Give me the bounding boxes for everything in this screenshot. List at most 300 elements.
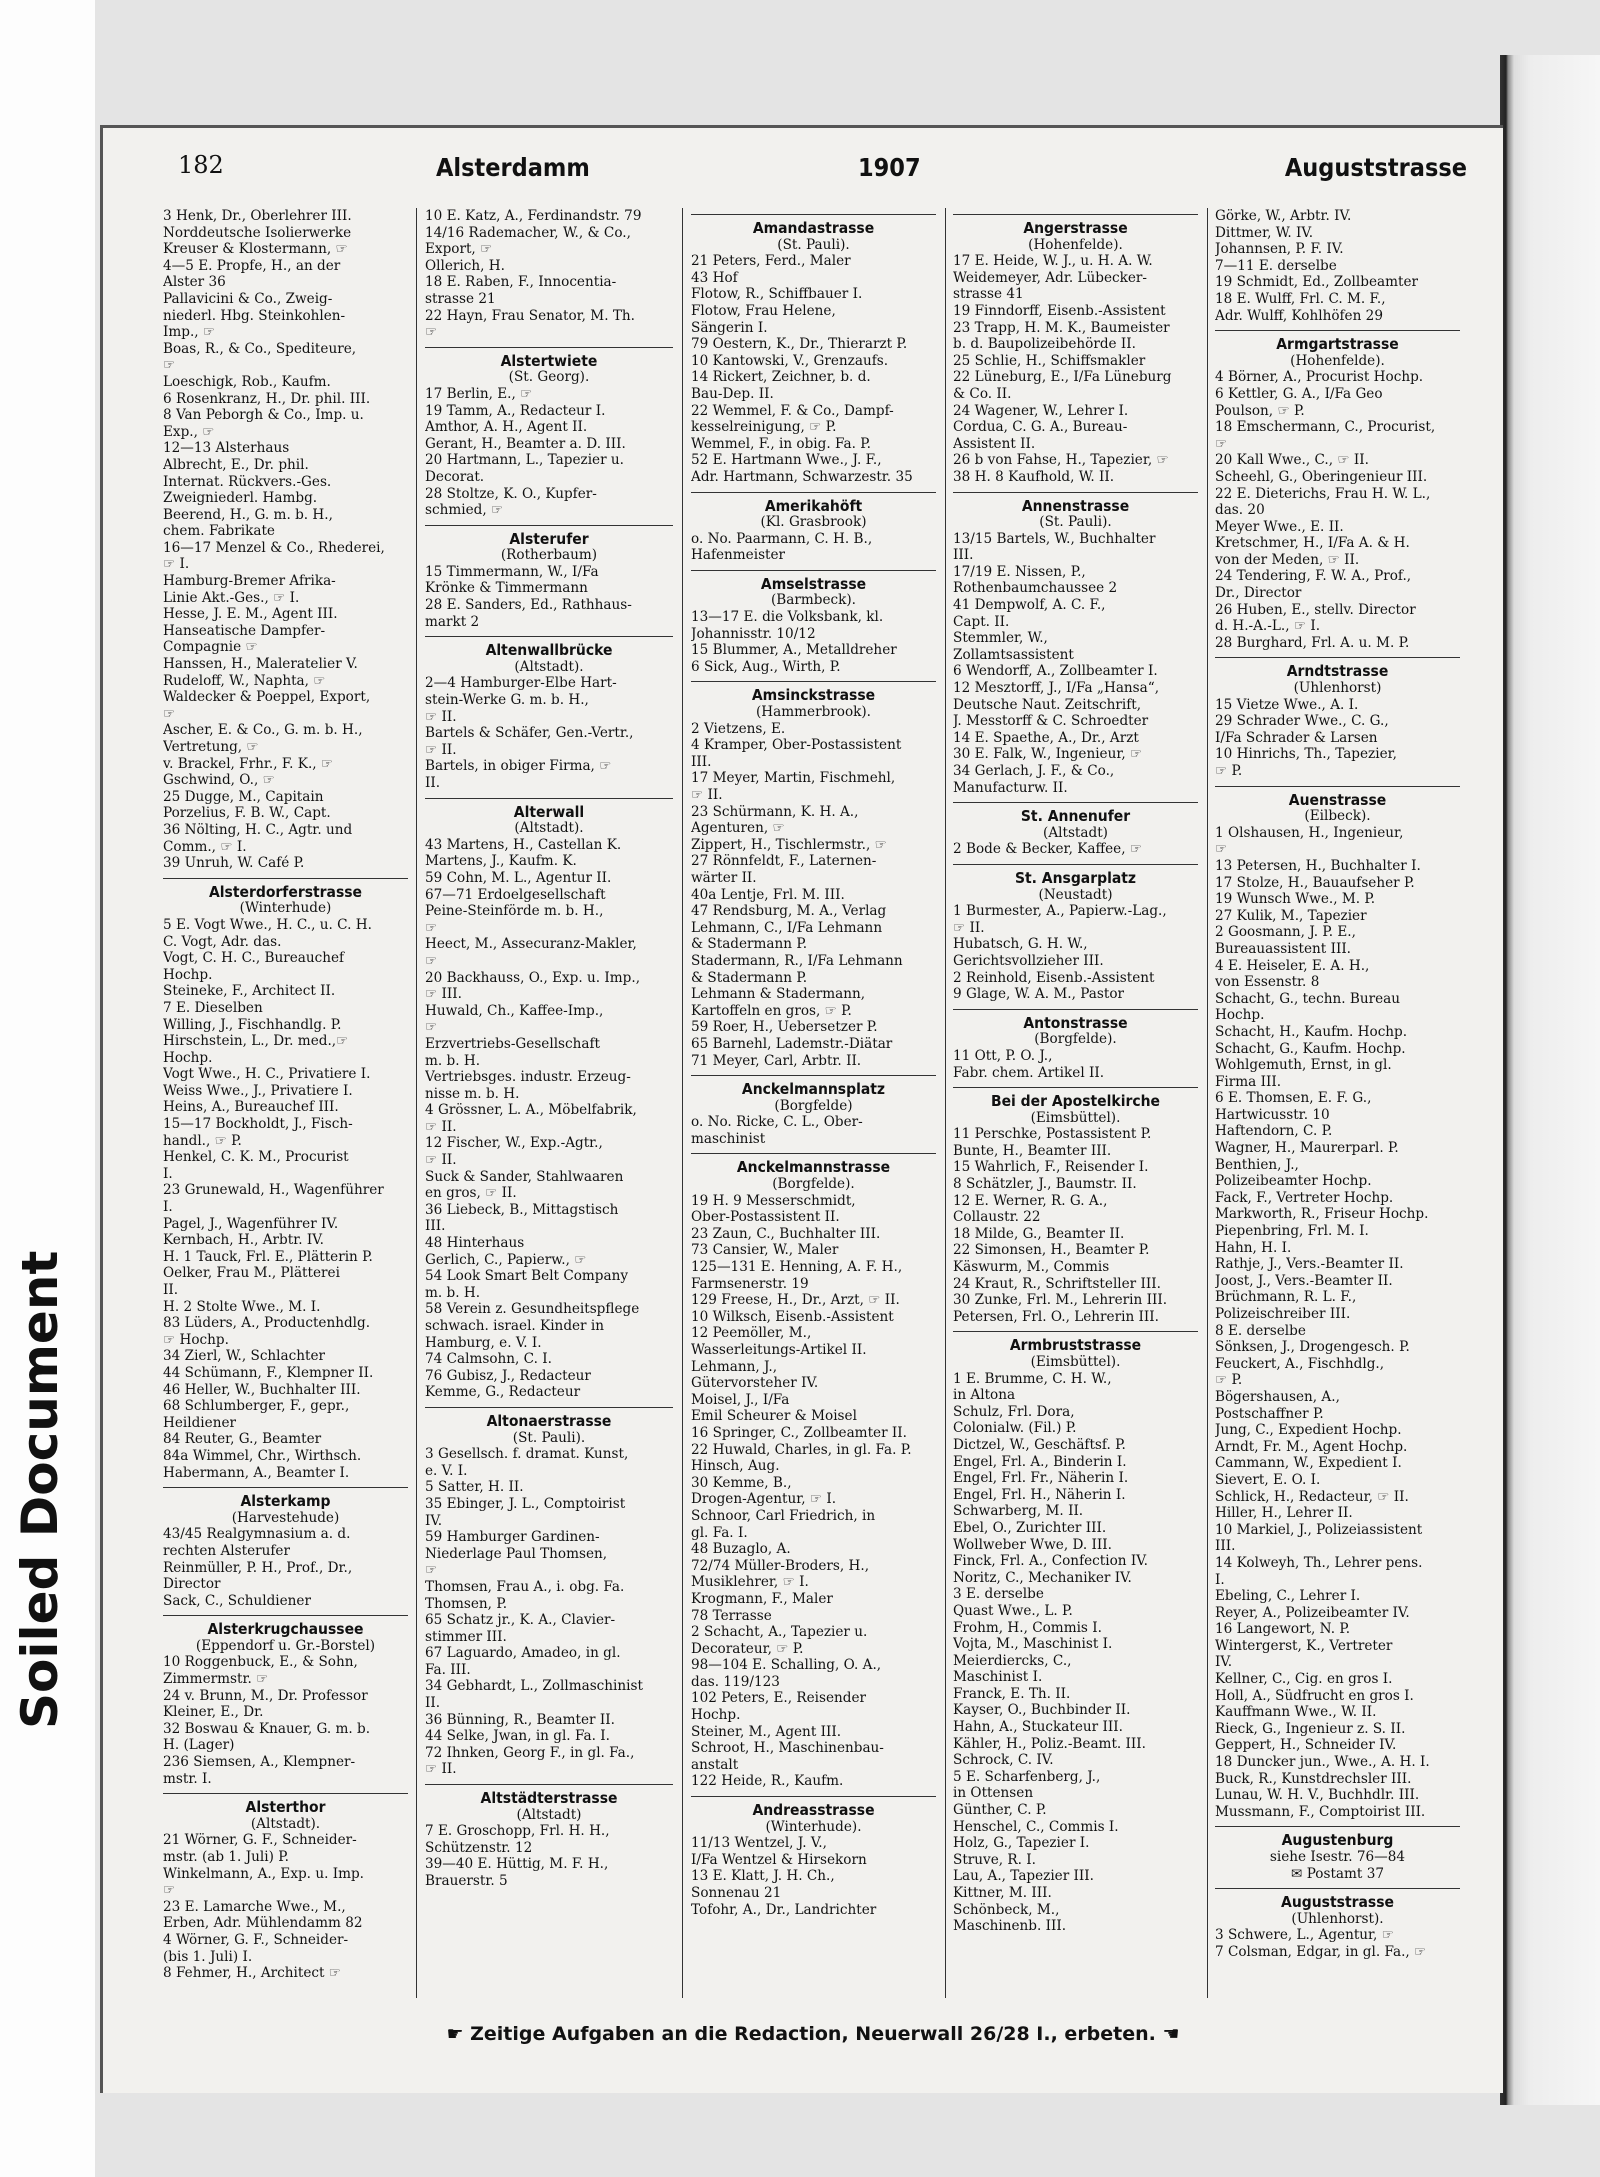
directory-entry: Steiner, M., Agent III. — [691, 1723, 842, 1740]
directory-entry: ☞ — [425, 919, 438, 936]
directory-entry: Lau, A., Tapezier III. — [953, 1868, 1094, 1885]
directory-entry: 25 Schlie, H., Schiffsmakler — [953, 352, 1146, 369]
directory-entry: Schroot, H., Maschinenbau- — [691, 1740, 884, 1757]
directory-entry: 15 Wahrlich, F., Reisender I. — [953, 1159, 1149, 1176]
directory-entry: Rudeloff, W., Naphta, ☞ — [163, 672, 326, 689]
directory-entry: von Essenstr. 8 — [1215, 974, 1320, 991]
district-label: (Altstadt). — [250, 1815, 321, 1832]
directory-entry: ☞ P. — [1215, 1372, 1243, 1389]
directory-entry: Kayser, O., Buchbinder II. — [953, 1702, 1131, 1719]
directory-entry: Kittner, M. III. — [953, 1885, 1052, 1901]
street-heading: Altonaerstrasse — [425, 1407, 673, 1430]
directory-entry: 13 Petersen, H., Buchhalter I. — [1215, 857, 1421, 874]
directory-entry: Bartels, in obiger Firma, ☞ — [425, 758, 612, 775]
directory-entry: kesselreinigung, ☞ P. — [691, 419, 837, 436]
directory-entry: Internat. Rückvers.-Ges. — [163, 473, 332, 490]
directory-entry: 12 Peemöller, M., — [691, 1325, 812, 1342]
directory-entry: 59 Roer, H., Uebersetzer P. — [691, 1019, 878, 1036]
directory-entry: Flotow, Frau Helene, — [691, 302, 836, 319]
directory-entry: Lehmann & Stadermann, — [691, 986, 866, 1003]
directory-entry: Gerichtsvollzieher III. — [953, 952, 1104, 969]
directory-entry: 43/45 Realgymnasium a. d. — [163, 1526, 351, 1543]
street-heading: St. Annenufer — [953, 802, 1198, 825]
directory-entry: Schacht, G., techn. Bureau — [1215, 990, 1401, 1007]
directory-entry: m. b. H. — [425, 1284, 481, 1301]
directory-entry: Vojta, M., Maschinist I. — [953, 1636, 1113, 1653]
directory-entry: Dittmer, W. IV. — [1215, 224, 1314, 241]
directory-entry: 1 Olshausen, H., Ingenieur, — [1215, 824, 1404, 841]
directory-entry: 67 Laguardo, Amadeo, in gl. — [425, 1645, 621, 1662]
directory-entry: 4 Kramper, Ober-Postassistent — [691, 737, 902, 754]
directory-entry: Firma III. — [1215, 1073, 1282, 1090]
directory-entry: III. — [953, 547, 974, 564]
directory-entry: 32 Boswau & Knauer, G. m. b. — [163, 1720, 371, 1737]
directory-entry: 59 Cohn, M. L., Agentur II. — [425, 869, 612, 886]
columns — [163, 208, 1463, 1998]
directory-entry: 15 Blummer, A., Metalldreher — [691, 642, 897, 659]
directory-entry: Kellner, C., Cig. en gros I. — [1215, 1671, 1393, 1688]
directory-entry: Meyer Wwe., E. II. — [1215, 518, 1344, 535]
directory-entry: 12 Mesztorff, J., I/Fa „Hansa“, — [953, 680, 1160, 697]
directory-entry: 2 Bode & Becker, Kaffee, ☞ — [953, 841, 1143, 858]
directory-entry: 71 Meyer, Carl, Arbtr. II. — [691, 1052, 862, 1069]
directory-entry: m. b. H. — [425, 1052, 481, 1069]
directory-entry: 21 Wörner, G. F., Schneider- — [163, 1832, 357, 1849]
directory-entry: Scheehl, G., Oberingenieur III. — [1215, 468, 1428, 485]
directory-entry: 11 Perschke, Postassistent P. — [953, 1126, 1152, 1143]
street-heading: Amselstrasse — [691, 570, 936, 593]
district-label: (Hammerbrook). — [755, 704, 872, 721]
directory-entry: Musiklehrer, ☞ I. — [691, 1574, 809, 1591]
directory-entry: 65 Schatz jr., K. A., Clavier- — [425, 1612, 616, 1629]
directory-entry: 6 Sick, Aug., Wirth, P. — [691, 658, 841, 675]
directory-entry: Schlick, H., Redacteur, ☞ II. — [1215, 1488, 1409, 1505]
directory-entry: Rieck, G., Ingenieur z. S. II. — [1215, 1720, 1406, 1737]
directory-entry: in Ottensen — [953, 1785, 1034, 1802]
directory-entry: 12 Fischer, W., Exp.-Agtr., — [425, 1135, 603, 1152]
directory-entry: Ascher, E. & Co., G. m. b. H., — [163, 722, 363, 739]
directory-entry: 10 Hinrichs, Th., Tapezier, — [1215, 746, 1397, 763]
directory-entry: Sonnenau 21 — [691, 1885, 782, 1901]
district-label: (Barmbeck). — [770, 592, 856, 609]
directory-entry: III. — [1215, 1538, 1236, 1555]
directory-entry: 74 Calmsohn, C. I. — [425, 1351, 552, 1368]
directory-entry: 28 Stoltze, K. O., Kupfer- — [425, 485, 597, 502]
directory-entry: Deutsche Naut. Zeitschrift, — [953, 696, 1142, 713]
directory-entry: 30 Kemme, B., — [691, 1474, 792, 1491]
directory-entry: 19 Schmidt, Ed., Zollbeamter — [1215, 274, 1419, 291]
directory-entry: 38 H. 8 Kaufhold, W. II. — [953, 468, 1115, 485]
directory-entry: Moisel, J., I/Fa — [691, 1391, 790, 1408]
directory-entry: Kähler, H., Poliz.-Beamt. III. — [953, 1735, 1146, 1752]
directory-entry: 1 Burmester, A., Papierw.-Lag., — [953, 903, 1167, 920]
directory-entry: markt 2 — [425, 613, 480, 630]
directory-entry: o. No. Ricke, C. L., Ober- — [691, 1114, 863, 1131]
directory-entry: II. — [163, 1282, 179, 1298]
directory-entry: o. No. Paarmann, C. H. B., — [691, 530, 873, 547]
directory-entry: 4—5 E. Propfe, H., an der — [163, 257, 341, 274]
directory-entry: 16 Langewort, N. P. — [1215, 1621, 1351, 1638]
district-label: (Winterhude). — [765, 1818, 862, 1835]
directory-entry: 13—17 E. die Volksbank, kl. — [691, 609, 884, 626]
directory-entry: 23 Zaun, C., Buchhalter III. — [691, 1225, 881, 1242]
directory-entry: 3 E. derselbe — [953, 1586, 1044, 1603]
directory-entry: Gschwind, O., ☞ — [163, 772, 275, 789]
directory-entry: Thomsen, Frau A., i. obg. Fa. — [425, 1578, 625, 1595]
street-heading: Augustenburg — [1215, 1826, 1460, 1849]
directory-entry: Stemmler, W., — [953, 630, 1048, 647]
street-heading: Alterwall — [425, 798, 673, 821]
directory-entry: 2—4 Hamburger-Elbe Hart- — [425, 675, 617, 692]
directory-entry: 12—13 Alsterhaus — [163, 440, 290, 457]
directory-entry: Weidemeyer, Adr. Lübecker- — [953, 269, 1147, 286]
directory-entry: Winkelmann, A., Exp. u. Imp. — [163, 1865, 365, 1882]
directory-entry: 13 E. Klatt, J. H. Ch., — [691, 1868, 835, 1885]
directory-entry: Exp., ☞ — [163, 423, 215, 440]
directory-entry: Heildiener — [163, 1414, 236, 1431]
directory-entry: Holz, G., Tapezier I. — [953, 1835, 1090, 1852]
directory-entry: Zimmermstr. ☞ — [163, 1671, 269, 1688]
directory-entry: 6 Wendorff, A., Zollbeamter I. — [953, 663, 1158, 680]
directory-entry: 22 Huwald, Charles, in gl. Fa. P. — [691, 1441, 912, 1458]
street-heading: Alsterkamp — [163, 1487, 408, 1510]
directory-entry: Niederlage Paul Thomsen, — [425, 1545, 608, 1562]
directory-entry: Henkel, C. K. M., Procurist — [163, 1149, 349, 1166]
directory-entry: Decorat. — [425, 468, 485, 485]
directory-entry: 76 Gubisz, J., Redacteur — [425, 1367, 591, 1384]
directory-entry: Bögershausen, A., — [1215, 1388, 1340, 1405]
directory-entry: Engel, Frl. Fr., Näherin I. — [953, 1470, 1129, 1487]
directory-entry: Maschinenb. III. — [953, 1918, 1067, 1935]
directory-entry: ☞ Hochp. — [163, 1331, 229, 1348]
directory-entry: 73 Cansier, W., Maler — [691, 1242, 839, 1259]
directory-entry: II. — [425, 775, 441, 791]
directory-entry: Director — [163, 1576, 221, 1593]
directory-entry: mstr. (ab 1. Juli) P. — [163, 1849, 289, 1865]
directory-entry: 28 E. Sanders, Ed., Rathhaus- — [425, 597, 632, 614]
directory-entry: 27 Kulik, M., Tapezier — [1215, 907, 1367, 924]
directory-entry: ☞ — [163, 705, 176, 722]
directory-entry: 4 Grössner, L. A., Möbelfabrik, — [425, 1102, 637, 1119]
directory-entry: III. — [425, 1218, 446, 1235]
directory-entry: ☞ II. — [425, 741, 457, 758]
directory-entry: ☞ II. — [425, 1152, 457, 1169]
district-label: (Altstadt) — [516, 1806, 582, 1823]
directory-entry: Bureauassistent III. — [1215, 940, 1352, 957]
directory-entry: 84a Wimmel, Chr., Wirthsch. — [163, 1447, 362, 1464]
directory-entry: 72 Ihnken, Georg F., in gl. Fa., — [425, 1744, 635, 1761]
directory-entry: 17 Berlin, E., ☞ — [425, 385, 533, 402]
directory-entry: 34 Zierl, W., Schlachter — [163, 1348, 326, 1365]
directory-entry: 3 Schwere, L., Agentur, ☞ — [1215, 1927, 1394, 1944]
directory-entry: 18 Emschermann, C., Procurist, — [1215, 419, 1436, 436]
directory-entry: Polizeischreiber III. — [1215, 1306, 1351, 1322]
directory-entry: 20 Backhauss, O., Exp. u. Imp., — [425, 969, 641, 986]
column-4 — [953, 208, 1198, 1998]
directory-entry: Gütervorsteher IV. — [691, 1375, 819, 1392]
directory-entry: 10 Kantowski, V., Grenzaufs. — [691, 352, 889, 369]
directory-entry: 24 Wagener, W., Lehrer I. — [953, 402, 1129, 419]
directory-entry: Holl, A., Südfrucht en gros I. — [1215, 1687, 1414, 1704]
directory-entry: 48 Buzaglo, A. — [691, 1541, 791, 1558]
directory-entry: 21 Peters, Ferd., Maler — [691, 253, 851, 270]
directory-entry: Rathje, J., Vers.-Beamter II. — [1215, 1256, 1404, 1273]
directory-entry: 22 Hayn, Frau Senator, M. Th. — [425, 307, 635, 324]
street-heading: St. Ansgarplatz — [953, 864, 1198, 887]
directory-entry: Käswurm, M., Commis — [953, 1259, 1110, 1276]
directory-entry: handl., ☞ P. — [163, 1132, 242, 1149]
directory-entry: Vogt Wwe., H. C., Privatiere I. — [163, 1066, 371, 1083]
directory-entry: Piepenbring, Frl. M. I. — [1215, 1223, 1369, 1240]
directory-entry: I/Fa Wentzel & Hirsekorn — [691, 1851, 867, 1868]
directory-entry: schmied, ☞ — [425, 502, 504, 519]
directory-entry: 19 Wunsch Wwe., M. P. — [1215, 891, 1376, 908]
directory-entry: Weiss Wwe., J., Privatiere I. — [163, 1082, 353, 1099]
directory-entry: Meierdiercks, C., — [953, 1652, 1072, 1669]
directory-entry: 65 Barnehl, Lademstr.-Diätar — [691, 1035, 893, 1052]
directory-entry: Linie Akt.-Ges., ☞ I. — [163, 589, 300, 606]
directory-entry: ☞ — [1215, 435, 1228, 452]
directory-entry: 122 Heide, R., Kaufm. — [691, 1773, 844, 1790]
directory-entry: 16 Springer, C., Zollbeamter II. — [691, 1424, 907, 1441]
directory-entry: Kleiner, E., Dr. — [163, 1704, 264, 1721]
directory-entry: II. — [425, 1695, 441, 1712]
directory-entry: 30 Zunke, Frl. M., Lehrerin III. — [953, 1292, 1168, 1309]
directory-entry: & Stadermann P. — [691, 936, 808, 953]
directory-entry: Kretschmer, H., I/Fa A. & H. — [1215, 535, 1410, 552]
directory-entry: I. — [1215, 1571, 1225, 1588]
directory-entry: Loeschigk, Rob., Kaufm. — [163, 373, 331, 390]
directory-entry: 4 E. Heiseler, E. A. H., — [1215, 957, 1370, 974]
directory-entry: d. H.-A.-L., ☞ I. — [1215, 618, 1321, 635]
directory-entry: 23 Trapp, H. M. K., Baumeister — [953, 319, 1170, 336]
directory-entry: en gros, ☞ II. — [425, 1185, 517, 1202]
directory-entry: 102 Peters, E., Reisender — [691, 1690, 867, 1707]
directory-entry: 19 Tamm, A., Redacteur I. — [425, 402, 606, 419]
directory-entry: Gerant, H., Beamter a. D. III. — [425, 435, 626, 452]
directory-entry: 44 Selke, Jwan, in gl. Fa. I. — [425, 1728, 610, 1745]
directory-entry: Compagnie ☞ — [163, 639, 258, 656]
column-2 — [425, 208, 673, 1998]
directory-entry: 13/15 Bartels, W., Buchhalter — [953, 530, 1156, 547]
directory-entry: 11/13 Wentzel, J. V., — [691, 1835, 827, 1852]
directory-entry: Ebel, O., Zurichter III. — [953, 1519, 1107, 1536]
directory-entry: Fack, F., Vertreter Hochp. — [1215, 1189, 1394, 1206]
directory-entry: 9 Glage, W. A. M., Pastor — [953, 986, 1125, 1003]
directory-entry: 19 H. 9 Messerschmidt, — [691, 1192, 856, 1209]
directory-entry: 3 Gesellsch. f. dramat. Kunst, — [425, 1446, 629, 1463]
directory-entry: Bau-Dep. II. — [691, 385, 774, 402]
directory-entry: Wohlgemuth, Ernst, in gl. — [1215, 1057, 1392, 1074]
district-label: (Rotherbaum) — [500, 547, 598, 564]
directory-entry: 4 Börner, A., Procurist Hochp. — [1215, 369, 1424, 386]
directory-entry: 59 Hamburger Gardinen- — [425, 1529, 600, 1546]
directory-entry: 7 E. Groschopp, Frl. H. H., — [425, 1823, 610, 1840]
street-heading: Amandastrasse — [691, 214, 936, 237]
directory-entry: Engel, Frl. H., Näherin I. — [953, 1486, 1126, 1503]
directory-entry: Polizeibeamter Hochp. — [1215, 1173, 1372, 1190]
directory-entry: Brüchmann, R. L. F., — [1215, 1289, 1357, 1306]
street-heading: Alsterdorferstrasse — [163, 878, 408, 901]
directory-entry: Imp., ☞ — [163, 324, 216, 341]
directory-entry: IV. — [425, 1512, 443, 1529]
directory-entry: 15 Vietze Wwe., A. I. — [1215, 696, 1359, 713]
side-label: Soiled Document — [11, 1250, 69, 1729]
directory-entry: Wintergerst, K., Vertreter — [1215, 1637, 1393, 1654]
directory-entry: Sönksen, J., Drogengesch. P. — [1215, 1339, 1410, 1356]
directory-entry: 2 Goosmann, J. P. E., — [1215, 924, 1356, 941]
directory-entry: H. 1 Tauck, Frl. E., Plätterin P. — [163, 1248, 373, 1265]
directory-entry: Rothenbaumchaussee 2 — [953, 580, 1118, 597]
directory-entry: 23 Schürmann, K. H. A., — [691, 803, 859, 820]
directory-entry: 20 Hartmann, L., Tapezier u. — [425, 452, 624, 469]
directory-entry: Kemme, G., Redacteur — [425, 1384, 581, 1401]
directory-entry: 5 E. Vogt Wwe., H. C., u. C. H. — [163, 916, 372, 933]
directory-entry: 6 Rosenkranz, H., Dr. phil. III. — [163, 390, 371, 407]
directory-entry: 2 Vietzens, E. — [691, 720, 786, 737]
directory-entry: 125—131 E. Henning, A. F. H., — [691, 1259, 903, 1276]
directory-entry: wärter II. — [691, 869, 757, 886]
directory-entry: Suck & Sander, Stahlwaaren — [425, 1168, 624, 1185]
directory-entry: 17 Stolze, H., Bauaufseher P. — [1215, 874, 1415, 891]
directory-entry: Krogmann, F., Maler — [691, 1590, 833, 1607]
directory-entry: Struve, R. I. — [953, 1851, 1036, 1868]
directory-entry: I. — [163, 1165, 173, 1182]
column-divider — [1207, 208, 1208, 1998]
directory-entry: 7 Colsman, Edgar, in gl. Fa., ☞ — [1215, 1943, 1427, 1960]
directory-entry: Noritz, C., Mechaniker IV. — [953, 1569, 1132, 1586]
directory-entry: Alster 36 — [163, 274, 226, 291]
directory-entry: 7 E. Dieselben — [163, 999, 263, 1016]
directory-entry: Haftendorn, C. P. — [1215, 1123, 1333, 1140]
directory-entry: ☞ — [1215, 841, 1228, 858]
directory-entry: 68 Schlumberger, F., gepr., — [163, 1398, 350, 1415]
district-label: (Eppendorf u. Gr.-Borstel) — [195, 1637, 376, 1654]
street-heading: Amsinckstrasse — [691, 681, 936, 704]
directory-entry: Bartels & Schäfer, Gen.-Vertr., — [425, 725, 634, 742]
directory-entry: Schulz, Frl. Dora, — [953, 1403, 1075, 1420]
directory-entry: Markworth, R., Friseur Hochp. — [1215, 1206, 1429, 1223]
directory-entry: 26 Huben, E., stellv. Director — [1215, 601, 1416, 618]
district-label: (Uhlenhorst). — [1291, 1910, 1384, 1927]
directory-entry: 78 Terrasse — [691, 1607, 772, 1624]
district-label: (Altstadt). — [514, 820, 584, 837]
directory-entry: 22 Lüneburg, E., I/Fa Lüneburg — [953, 369, 1172, 386]
directory-entry: Schnoor, Carl Friedrich, in — [691, 1507, 876, 1524]
directory-entry: ☞ — [425, 1562, 438, 1579]
directory-entry: Kernbach, H., Arbtr. IV. — [163, 1232, 324, 1249]
directory-entry: Flotow, R., Schiffbauer I. — [691, 286, 863, 303]
directory-entry: Porzelius, F. B. W., Capt. — [163, 805, 331, 822]
directory-entry: Günther, C. P. — [953, 1802, 1047, 1819]
directory-entry: Heect, M., Assecuranz-Makler, — [425, 936, 637, 953]
directory-entry: Engel, Frl. A., Binderin I. — [953, 1453, 1127, 1470]
directory-entry: Reinmüller, P. H., Prof., Dr., — [163, 1559, 353, 1576]
directory-entry: 6 E. Thomsen, E. F. G., — [1215, 1090, 1372, 1107]
directory-entry: 14 E. Spaethe, A., Dr., Arzt — [953, 729, 1139, 746]
district-label: (St. Pauli). — [1039, 514, 1112, 531]
street-heading: Annenstrasse — [953, 492, 1198, 515]
directory-entry: 46 Heller, W., Buchhalter III. — [163, 1381, 361, 1398]
directory-entry: Farmsenerstr. 19 — [691, 1275, 809, 1292]
directory-entry: 84 Reuter, G., Beamter — [163, 1431, 322, 1448]
directory-entry: 23 E. Lamarche Wwe., M., — [163, 1898, 346, 1915]
directory-entry: I/Fa Schrader & Larsen — [1215, 729, 1378, 746]
directory-entry: Krönke & Timmermann — [425, 580, 588, 597]
district-label: (Winterhude) — [239, 900, 332, 917]
street-heading: Alsterufer — [425, 525, 673, 548]
directory-entry: 41 Dempwolf, A. C. F., — [953, 597, 1106, 614]
page-number: 182 — [178, 151, 224, 179]
directory-entry: 54 Look Smart Belt Company — [425, 1268, 629, 1285]
district-label: (Altstadt) — [1043, 824, 1108, 841]
directory-entry: Gerlich, C., Papierw., ☞ — [425, 1251, 587, 1268]
directory-entry: Kauffmann Wwe., W. II. — [1215, 1704, 1377, 1721]
directory-entry: Capt. II. — [953, 613, 1010, 630]
directory-entry: 47 Rendsburg, M. A., Verlag — [691, 903, 887, 920]
street-heading: Altenwallbrücke — [425, 636, 673, 659]
directory-entry: ☞ — [425, 324, 438, 341]
directory-entry: Hahn, H. I. — [1215, 1239, 1292, 1256]
directory-entry: von der Meden, ☞ II. — [1215, 551, 1360, 568]
directory-entry: 18 Duncker jun., Wwe., A. H. I. — [1215, 1754, 1430, 1771]
directory-entry: Mussmann, F., Comptoirist III. — [1215, 1803, 1426, 1820]
directory-entry: Hartwicusstr. 10 — [1215, 1106, 1330, 1123]
soiled-strip — [0, 0, 95, 2177]
directory-entry: Hamburg-Bremer Afrika- — [163, 573, 336, 590]
directory-entry: 35 Ebinger, J. L., Comptoirist — [425, 1495, 626, 1512]
directory-entry: 4 Wörner, G. F., Schneider- — [163, 1931, 349, 1948]
column-divider — [945, 208, 946, 1998]
directory-entry: Ollerich, H. — [425, 257, 505, 274]
directory-entry: Schacht, H., Kaufm. Hochp. — [1215, 1023, 1408, 1040]
directory-entry: Hiller, H., Lehrer II. — [1215, 1505, 1353, 1522]
directory-entry: stein-Werke G. m. b. H., — [425, 692, 589, 709]
directory-entry: Dictzel, W., Geschäftsf. P. — [953, 1436, 1126, 1453]
street-heading: Antonstrasse — [953, 1009, 1198, 1032]
directory-entry: (bis 1. Juli) I. — [163, 1948, 253, 1965]
directory-entry: 17/19 E. Nissen, P., — [953, 563, 1086, 580]
directory-entry: 12 E. Werner, R. G. A., — [953, 1192, 1108, 1209]
directory-entry: Drogen-Agentur, ☞ I. — [691, 1491, 837, 1508]
directory-entry: Hirschstein, L., Dr. med.,☞ — [163, 1033, 349, 1050]
directory-entry: Hahn, A., Stuckateur III. — [953, 1719, 1123, 1736]
directory-entry: 36 Nölting, H. C., Agtr. und — [163, 821, 353, 838]
directory-entry: Wasserleitungs-Artikel II. — [691, 1342, 867, 1358]
directory-entry: Cammann, W., Expedient I. — [1215, 1455, 1402, 1472]
directory-entry: in Altona — [953, 1387, 1016, 1404]
street-heading: Alstertwiete — [425, 347, 673, 370]
directory-entry: J. Messtorff & C. Schroedter — [953, 713, 1149, 730]
directory-entry: 40a Lentje, Frl. M. III. — [691, 886, 845, 903]
directory-entry: Heins, A., Bureauchef III. — [163, 1099, 339, 1116]
district-label: (St. Pauli). — [777, 236, 850, 253]
directory-entry: Schwarberg, M. II. — [953, 1503, 1084, 1520]
district-label: (Borgfelde). — [772, 1176, 855, 1193]
directory-entry: Schönbeck, M., — [953, 1901, 1060, 1918]
directory-entry: 24 v. Brunn, M., Dr. Professor — [163, 1687, 368, 1704]
directory-entry: 15 Timmermann, W., I/Fa — [425, 563, 599, 580]
page-header — [178, 148, 1467, 188]
directory-entry: schwach. israel. Kinder in — [425, 1318, 604, 1334]
street-heading: Arndtstrasse — [1215, 657, 1460, 680]
directory-entry: 129 Freese, H., Dr., Arzt, ☞ II. — [691, 1292, 900, 1309]
directory-entry: ☞ P. — [1215, 763, 1243, 779]
directory-entry: stimmer III. — [425, 1628, 507, 1645]
directory-entry: 11 Ott, P. O. J., — [953, 1047, 1053, 1064]
directory-entry: Maschinist I. — [953, 1669, 1043, 1686]
column-divider — [416, 208, 417, 1998]
